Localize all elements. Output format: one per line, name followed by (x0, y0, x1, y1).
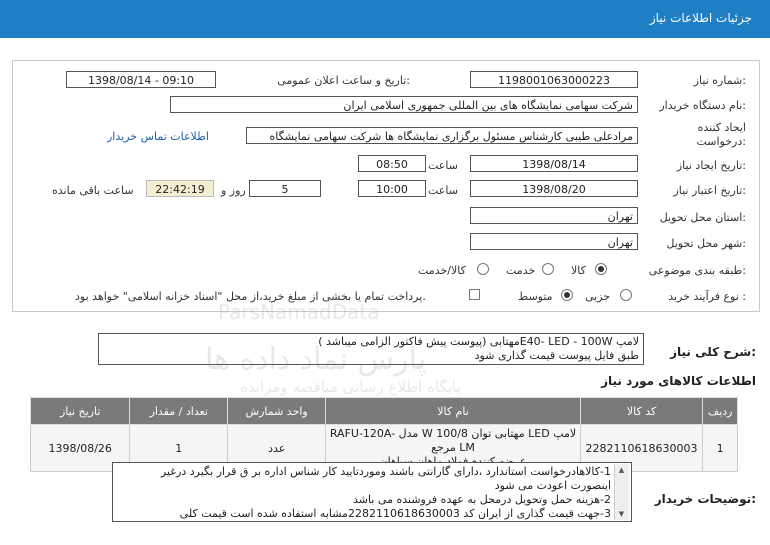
category-both-label: کالا/خدمت (418, 264, 466, 277)
category-service-radio[interactable] (542, 263, 554, 275)
days-label: روز و (221, 184, 246, 197)
province-field[interactable]: تهران (470, 207, 638, 224)
buyer-field[interactable]: شرکت سهامی نمایشگاه های بین المللی جمهوری اسلامی ایران (170, 96, 638, 113)
cell-row: 1 (703, 425, 738, 472)
need-number-label: شماره نیاز: (693, 74, 746, 87)
remaining-label: ساعت باقی مانده (52, 184, 134, 197)
buyer-note-line-3: 2-هزینه حمل وتحویل درمحل به عهده فروشنده می باشد (353, 493, 611, 506)
cell-unit: عدد (228, 425, 326, 472)
city-label: شهر محل تحویل: (666, 237, 746, 250)
summary-line-2: طبق فایل پیوست قیمت گذاری شود (474, 349, 639, 362)
col-row: ردیف (703, 398, 738, 425)
remaining-time-field: 22:42:19 (146, 180, 214, 197)
validity-date-field[interactable]: 1398/08/20 (470, 180, 638, 197)
watermark-main: پارس نماد داده ها (205, 342, 427, 377)
announce-field[interactable]: 1398/08/14 - 09:10 (66, 71, 216, 88)
col-qty: تعداد / مقدار (130, 398, 228, 425)
created-time-label: ساعت (428, 159, 458, 172)
page-header (0, 0, 770, 38)
process-medium-radio[interactable] (561, 289, 573, 301)
buyer-note-line-4: 3-جهت قیمت گذاری از ایران کد 2282110618630003مشابه استفاده شده است قیمت کلی (179, 507, 611, 520)
page-title: جزئیات اطلاعات نیاز (649, 11, 752, 25)
treasury-payment-checkbox[interactable] (469, 289, 480, 300)
buyer-note-line-1: 1-کالاهادرخواست استاندارد ،دارای گارانتی باشند وموردتایید کار شناس اداره بر ق قرار بگیرد درغیر (160, 465, 611, 478)
buyer-notes-field[interactable] (112, 462, 632, 522)
cell-code: 2282110618630003 (580, 425, 703, 472)
buyer-note-line-2: اینصورت اعودت می شود (494, 479, 611, 492)
cell-name-line-1: لامپ LED مهتابی توان W 100/8 مدل RAFU-120A-LM مرجع (329, 427, 577, 454)
validity-time-field[interactable]: 10:00 (358, 180, 426, 197)
buyer-label: نام دستگاه خریدار: (659, 99, 746, 112)
validity-label: تاریخ اعتبار نیاز: (673, 184, 746, 197)
scroll-up-icon[interactable]: ▲ (618, 466, 625, 474)
summary-label: شرح کلی نیاز: (670, 345, 756, 359)
need-number-field[interactable]: 1198001063000223 (470, 71, 638, 88)
process-medium-label: متوسط (518, 290, 553, 303)
col-date: تاریخ نیاز (31, 398, 130, 425)
goods-section-title: اطلاعات کالاهای مورد نیاز (601, 374, 756, 388)
created-time-field[interactable]: 08:50 (358, 155, 426, 172)
creator-label-line2: درخواست: (696, 135, 746, 148)
creator-label-line1: ایجاد کننده (697, 121, 746, 134)
col-code: کد کالا (580, 398, 703, 425)
goods-table (30, 397, 738, 472)
process-minor-label: جزیی (585, 290, 611, 303)
scroll-down-icon[interactable]: ▼ (618, 510, 625, 518)
announce-label: تاریخ و ساعت اعلان عمومی: (277, 74, 410, 87)
buyer-notes-scrollbar[interactable] (614, 464, 629, 520)
created-date-field[interactable]: 1398/08/14 (470, 155, 638, 172)
category-label: طبقه بندی موضوعی: (648, 264, 746, 277)
buyer-notes-label: توضیحات خریدار: (654, 492, 756, 506)
col-unit: واحد شمارش (228, 398, 326, 425)
process-minor-radio[interactable] (620, 289, 632, 301)
goods-table-header (31, 398, 738, 425)
process-label: نوع فرآیند خرید : (668, 290, 746, 303)
treasury-payment-note: پرداخت تمام یا بخشی از مبلغ خرید،از محل "اسناد خزانه اسلامی" خواهد بود. (75, 290, 426, 303)
summary-line-1: لامپ E40- LED - 100Wمهتابی (پیوست پیش فاکتور الزامی میباشد ) (318, 335, 639, 348)
watermark-sub: پایگاه اطلاع رسانی مناقصه ومزایده (240, 378, 461, 396)
validity-time-label: ساعت (428, 184, 458, 197)
category-goods-radio[interactable] (595, 263, 607, 275)
category-service-label: خدمت (506, 264, 536, 277)
category-both-radio[interactable] (477, 263, 489, 275)
buyer-contact-link[interactable]: اطلاعات تماس خریدار (107, 130, 209, 143)
col-name: نام کالا (326, 398, 580, 425)
city-field[interactable]: تهران (470, 233, 638, 250)
category-goods-label: کالا (571, 264, 586, 277)
cell-date: 1398/08/26 (31, 425, 130, 472)
watermark-latin: ParsNamadData (218, 300, 380, 324)
days-field[interactable]: 5 (249, 180, 321, 197)
cell-qty: 1 (130, 425, 228, 472)
created-date-label: تاریخ ایجاد نیاز: (676, 159, 746, 172)
province-label: استان محل تحویل: (659, 211, 746, 224)
creator-field[interactable]: مرادعلی طیبی کارشناس مسئول برگزاری نمایشگاه ها شرکت سهامی نمایشگاه (246, 127, 638, 144)
